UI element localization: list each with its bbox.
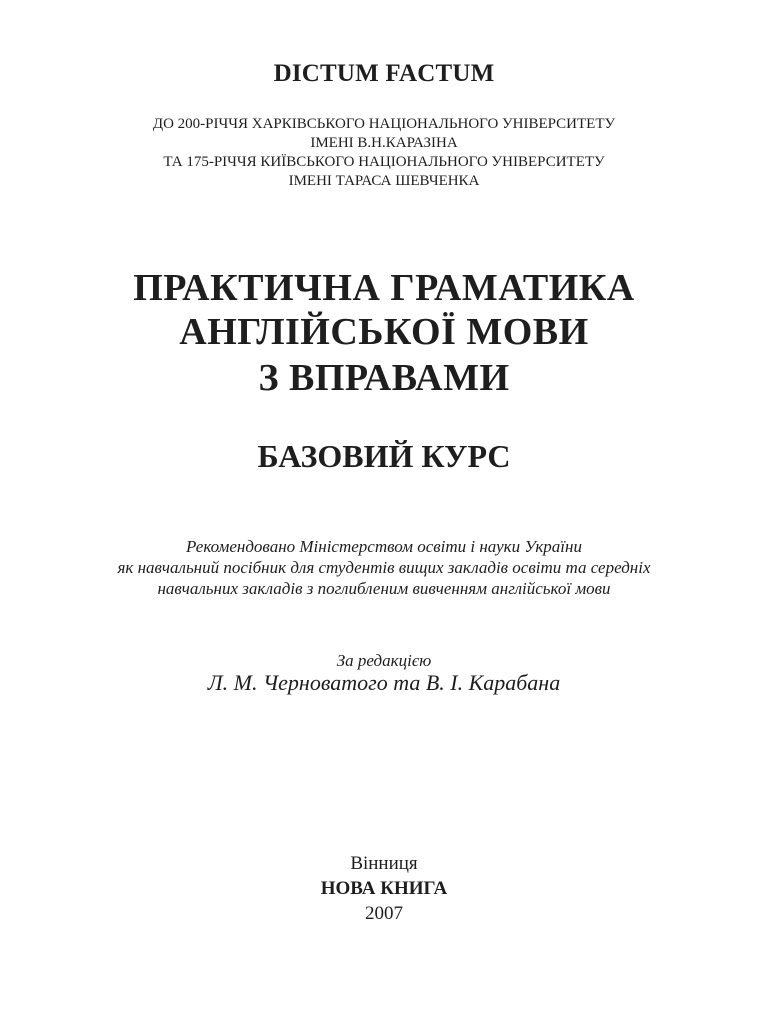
imprint-city: Вінниця — [350, 853, 418, 874]
imprint-year: 2007 — [365, 903, 403, 924]
recommendation-line-3: навчальних закладів з поглибленим вивченням англійської мови — [157, 579, 611, 598]
editors-names: Л. М. Черноватого та В. І. Карабана — [207, 670, 561, 695]
recommendation-line-1: Рекомендовано Міністерством освіти і науки України — [186, 537, 582, 556]
imprint-publisher: НОВА КНИГА — [320, 878, 448, 899]
series-name: DICTUM FACTUM — [273, 60, 495, 87]
recommendation-line-2: як навчальний посібник для студентів вищих закладів освіти та середніх — [117, 558, 651, 577]
dedication-line-3: ТА 175-РІЧЧЯ КИЇВСЬКОГО НАЦІОНАЛЬНОГО УНІВЕРСИТЕТУ — [163, 154, 605, 170]
book-title-line-3: З ВПРАВАМИ — [258, 357, 510, 399]
editors-label: За редакцією — [336, 651, 432, 670]
dedication-line-1: ДО 200-РІЧЧЯ ХАРКІВСЬКОГО НАЦІОНАЛЬНОГО УНІВЕРСИТЕТУ — [152, 116, 616, 132]
book-title-line-1: ПРАКТИЧНА ГРАМАТИКА — [133, 267, 635, 309]
dedication-line-2: ІМЕНІ В.Н.КАРАЗІНА — [310, 135, 458, 151]
book-title-line-2: АНГЛІЙСЬКОЇ МОВИ — [179, 311, 589, 353]
book-subtitle: БАЗОВИЙ КУРС — [257, 438, 511, 474]
dedication-line-4: ІМЕНІ ТАРАСА ШЕВЧЕНКА — [288, 173, 480, 189]
